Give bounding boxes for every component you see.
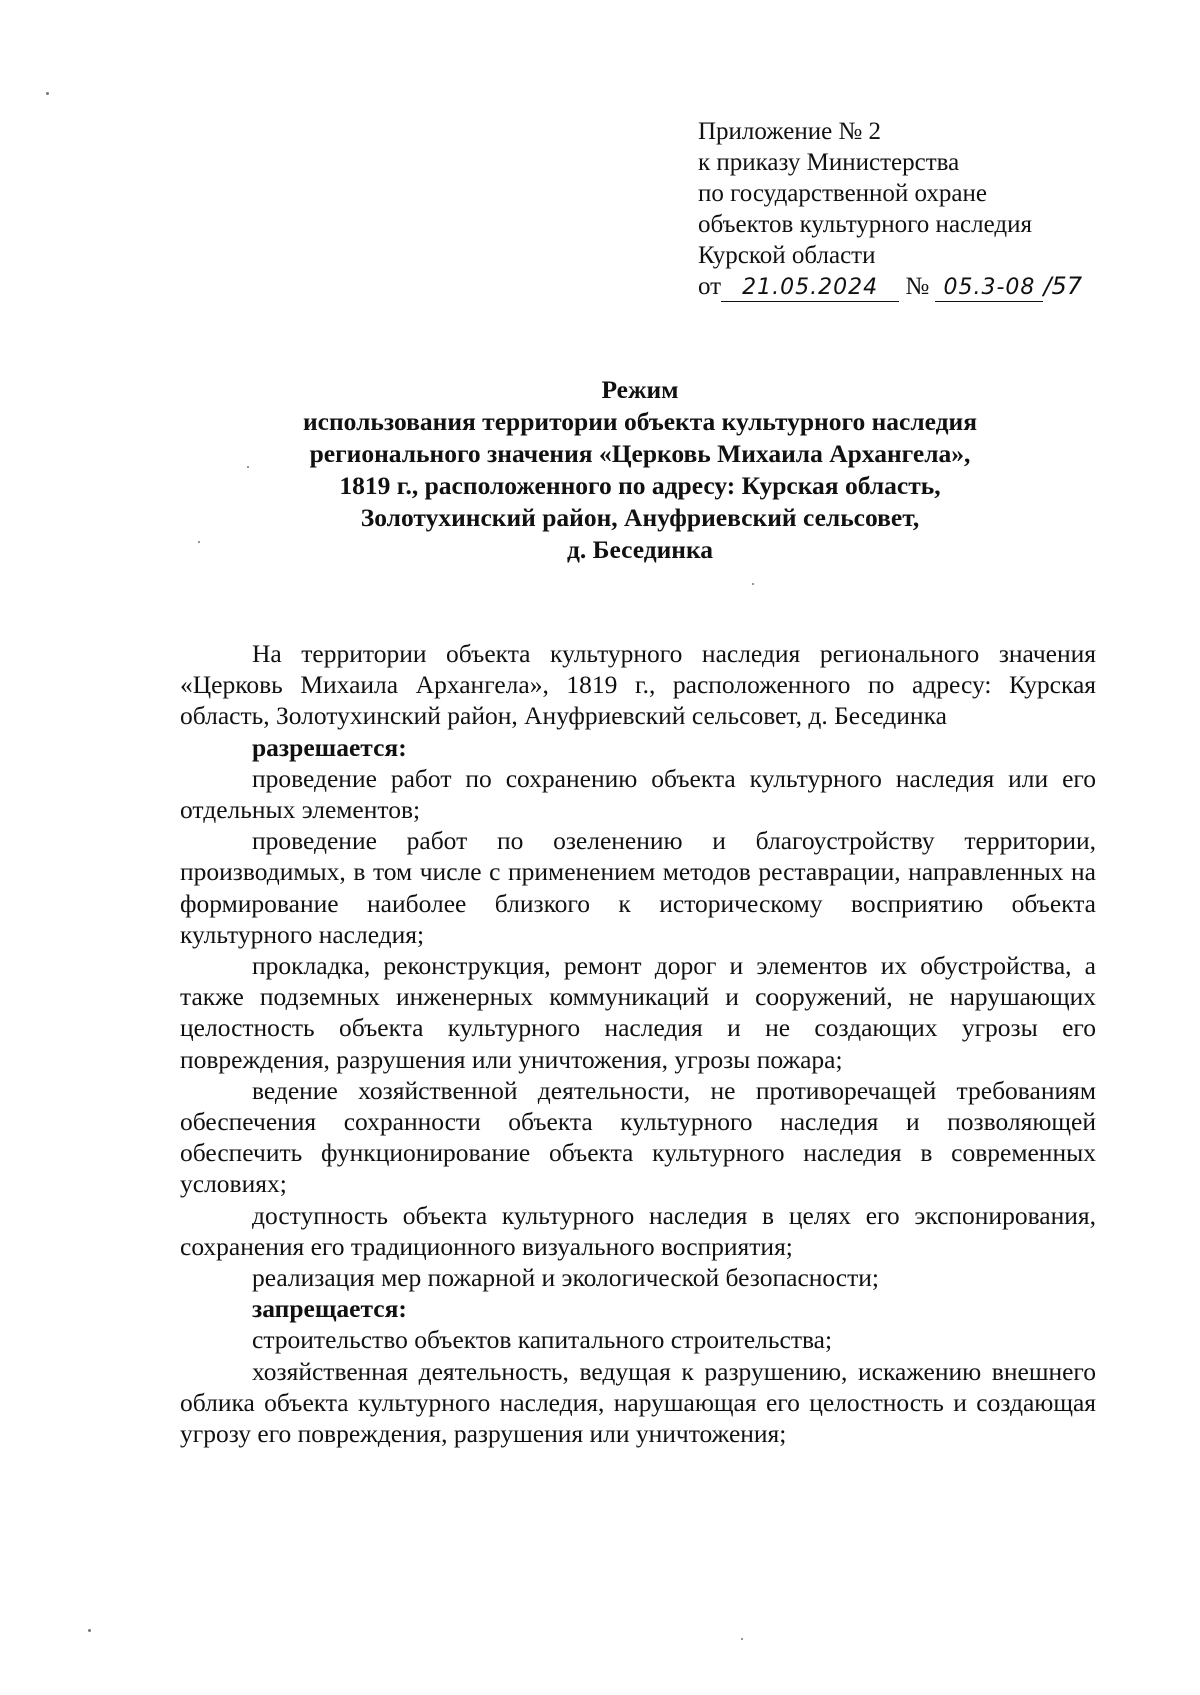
document-body xyxy=(180,638,1096,1449)
title-line: Золотухинский район, Ануфриевский сельсовет, xyxy=(360,503,920,532)
title-line: использования территории объекта культурного наследия xyxy=(302,407,978,436)
allowed-item: ведение хозяйственной деятельности, не противоречащей требованиям обеспечения сохранности объекта культурного наследия и позволяющей обеспечить функционирование объекта культурного наследия в современных условиях; xyxy=(180,1075,1096,1199)
date-prefix: от xyxy=(698,273,722,300)
appendix-ministry-line: по государственной охране xyxy=(698,180,988,207)
appendix-heritage-line: объектов культурного наследия xyxy=(698,211,1032,238)
title-line: Режим xyxy=(601,375,679,404)
allowed-item: прокладка, реконструкция, ремонт дорог и элементов их обустройства, а также подземных инженерных коммуникаций и сооружений, не нарушающих целостность объекта культурного наследия и не создающих угрозы его повреждения, разрушения или уничтожения, угрозы пожара; xyxy=(180,951,1096,1074)
allowed-item: проведение работ по озеленению и благоустройству территории, производимых, в том числе с применением методов реставрации, направленных на формирование наиболее близкого к историческому восприятию объекта культурного наследия; xyxy=(180,826,1096,949)
title-line: 1819 г., расположенного по адресу: Курская область, xyxy=(339,471,941,500)
allowed-item: проведение работ по сохранению объекта культурного наследия или его отдельных элементов; xyxy=(180,763,1096,825)
handwritten-order-date: 21.05.2024 xyxy=(721,275,899,302)
intro-paragraph: На территории объекта культурного наследия регионального значения «Церковь Михаила Архангела», 1819 г., расположенного по адресу: Курская область, Золотухинский район, Ануфриевский сельсовет, д. Бесединка xyxy=(180,639,1096,731)
document-title xyxy=(180,374,1100,566)
handwritten-order-number-suffix: /57 xyxy=(1043,272,1083,300)
allowed-heading: разрешается: xyxy=(252,732,407,762)
number-label: № xyxy=(905,273,930,300)
prohibited-item: хозяйственная деятельность, ведущая к разрушению, искажению внешнего облика объекта культурного наследия, нарушающая его целостность и создающая угрозу его повреждения, разрушения или уничтожения; xyxy=(180,1356,1096,1449)
order-date-number-line xyxy=(698,271,1158,302)
scan-speck xyxy=(46,92,49,95)
appendix-order-ref: к приказу Министерства xyxy=(698,149,960,176)
scan-speck xyxy=(247,466,249,468)
appendix-region: Курской области xyxy=(698,242,876,269)
allowed-item: реализация мер пожарной и экологической безопасности; xyxy=(252,1263,879,1293)
prohibited-heading: запрещается: xyxy=(252,1294,407,1324)
appendix-block xyxy=(698,116,1158,302)
scan-speck xyxy=(741,1638,743,1640)
title-line: регионального значения «Церковь Михаила Архангела», xyxy=(309,439,971,468)
prohibited-item: строительство объектов капитального строительства; xyxy=(252,1325,833,1355)
appendix-number: Приложение № 2 xyxy=(698,118,882,145)
allowed-item: доступность объекта культурного наследия в целях его экспонирования, сохранения его традиционного визуального восприятия; xyxy=(180,1200,1096,1261)
scan-speck xyxy=(752,583,754,585)
scan-speck xyxy=(88,1629,91,1632)
handwritten-order-number: 05.3-08 xyxy=(935,275,1043,302)
scan-speck xyxy=(198,541,200,543)
title-line: д. Бесединка xyxy=(566,535,714,564)
